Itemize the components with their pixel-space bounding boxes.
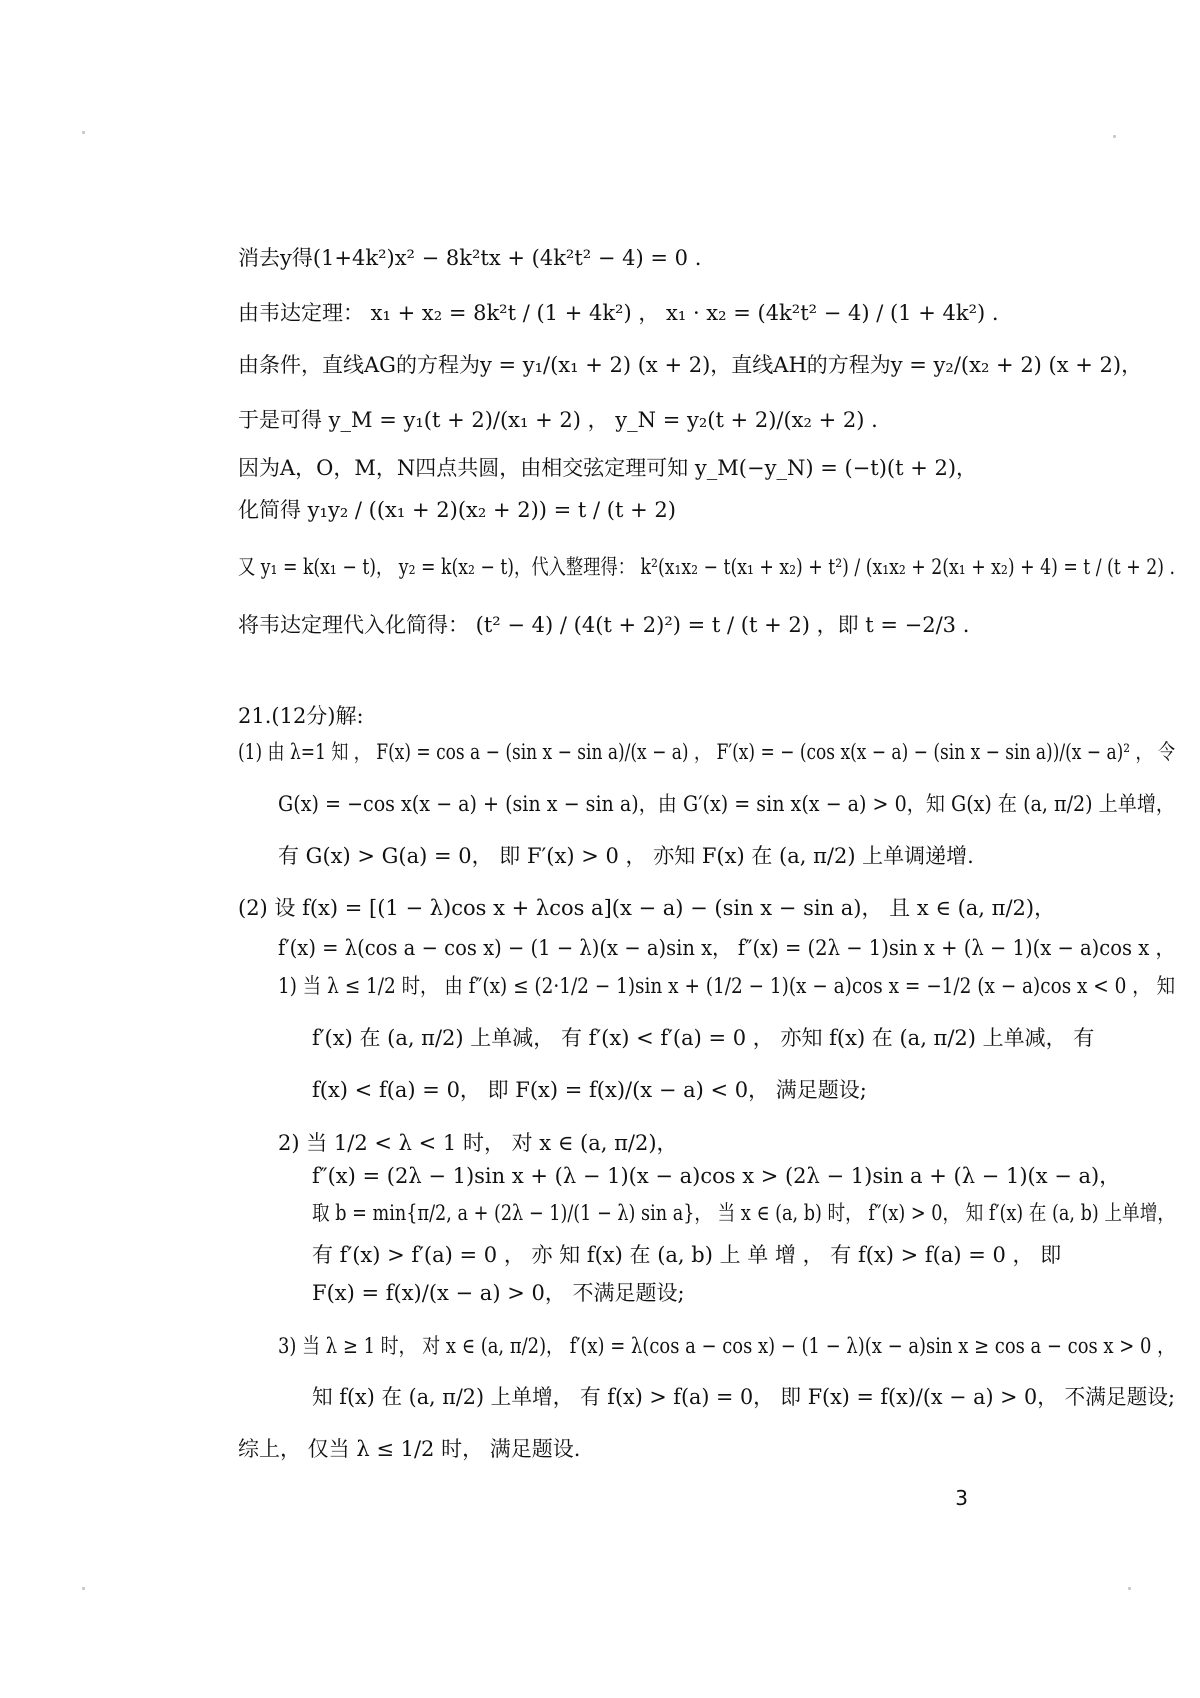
text-line bbox=[278, 1336, 1200, 1357]
line-text: 知 f(x) 在 (a, π/2) 上单增， 有 f(x) > f(a) = 0， 即 F(x) = f(x)/(x − a) > 0， 不满足题设; bbox=[312, 1385, 1175, 1409]
line-text: 综上， 仅当 λ ≤ 1/2 时， 满足题设. bbox=[238, 1437, 581, 1461]
line-text: (2) 设 f(x) = [(1 − λ)cos x + λcos a](x − a) − (sin x − sin a)， 且 x ∈ (a, π/2)， bbox=[238, 896, 1056, 920]
line-text: 将韦达定理代入化简得： (t² − 4) / (4(t + 2)²) = t / (t + 2) ，即 t = −2/3 . bbox=[238, 613, 970, 637]
text-line bbox=[238, 355, 1142, 376]
line-text: 由韦达定理： x₁ + x₂ = 8k²t / (1 + 4k²) ， x₁ · x₂ = (4k²t² − 4) / (1 + 4k²) . bbox=[238, 301, 999, 325]
text-line bbox=[238, 557, 1200, 578]
line-text: 取 b = min{π/2, a + (2λ − 1)/(1 − λ) sin a}， 当 x ∈ (a, b) 时， f″(x) > 0， 知 f′(x) 在 (a, b) 上单增， bbox=[312, 1201, 1175, 1225]
line-text: f(x) < f(a) = 0， 即 F(x) = f(x)/(x − a) < 0， 满足题设; bbox=[312, 1078, 867, 1102]
text-line bbox=[312, 1283, 685, 1304]
line-text: F(x) = f(x)/(x − a) > 0， 不满足题设; bbox=[312, 1281, 685, 1305]
line-text: f′(x) 在 (a, π/2) 上单减， 有 f′(x) < f′(a) = 0 ， 亦知 f(x) 在 (a, π/2) 上单减， 有 bbox=[312, 1026, 1095, 1050]
text-line bbox=[238, 615, 969, 636]
text-line bbox=[278, 1133, 678, 1154]
text-line bbox=[238, 1439, 580, 1460]
text-line bbox=[278, 846, 974, 867]
text-line bbox=[312, 1028, 1094, 1049]
line-text: 化简得 y₁y₂ / ((x₁ + 2)(x₂ + 2)) = t / (t + 2) bbox=[238, 498, 676, 522]
text-line bbox=[238, 706, 364, 727]
page-number: 3 bbox=[955, 1486, 968, 1510]
text-line bbox=[312, 1166, 1120, 1187]
line-text: (1) 由 λ=1 知 ， F(x) = cos a − (sin x − sin a)/(x − a) ， F′(x) = − (cos x(x − a) − (sin x − sin a))/(x − a)² ， 令 bbox=[238, 740, 1176, 764]
text-line bbox=[278, 794, 1200, 815]
line-text: 于是可得 y_M = y₁(t + 2)/(x₁ + 2) ， y_N = y₂(t + 2)/(x₂ + 2) . bbox=[238, 408, 878, 432]
line-text: 3) 当 λ ≥ 1 时， 对 x ∈ (a, π/2)， f′(x) = λ(cos a − cos x) − (1 − λ)(x − a)sin x ≥ cos a − cos x > 0 ， bbox=[278, 1334, 1176, 1358]
line-text: f′(x) = λ(cos a − cos x) − (1 − λ)(x − a)sin x， f″(x) = (2λ − 1)sin x + (λ − 1)(x − a)cos x ， bbox=[278, 936, 1176, 960]
text-line bbox=[238, 303, 999, 324]
text-line bbox=[278, 938, 1200, 959]
line-text: 2) 当 1/2 < λ < 1 时， 对 x ∈ (a, π/2)， bbox=[278, 1131, 678, 1155]
line-text: 因为A，O，M，N四点共圆，由相交弦定理可知 y_M(−y_N) = (−t)(t + 2)， bbox=[238, 456, 978, 480]
text-line bbox=[238, 500, 676, 521]
text-line bbox=[238, 898, 1055, 919]
text-line bbox=[238, 458, 977, 479]
line-text: 有 f′(x) > f′(a) = 0 ， 亦 知 f(x) 在 (a, b) 上 单 增 ， 有 f(x) > f(a) = 0 ， 即 bbox=[312, 1243, 1062, 1267]
text-line bbox=[238, 410, 878, 431]
line-text: f″(x) = (2λ − 1)sin x + (λ − 1)(x − a)cos x > (2λ − 1)sin a + (λ − 1)(x − a)， bbox=[312, 1164, 1121, 1188]
scan-speck bbox=[1113, 135, 1116, 138]
line-text: 由条件，直线AG的方程为y = y₁/(x₁ + 2) (x + 2)，直线AH的方程为y = y₂/(x₂ + 2) (x + 2)， bbox=[238, 353, 1143, 377]
text-line bbox=[238, 742, 1200, 763]
line-text: 有 G(x) > G(a) = 0， 即 F′(x) > 0 ， 亦知 F(x) 在 (a, π/2) 上单调递增. bbox=[278, 844, 974, 868]
line-text: G(x) = −cos x(x − a) + (sin x − sin a)，由 G′(x) = sin x(x − a) > 0，知 G(x) 在 (a, π/2) 上单增， bbox=[278, 792, 1175, 816]
text-line bbox=[238, 248, 701, 269]
line-text: 21.(12分)解: bbox=[238, 704, 364, 728]
line-text: 又 y₁ = k(x₁ − t)， y₂ = k(x₂ − t)，代入整理得： k²(x₁x₂ − t(x₁ + x₂) + t²) / (x₁x₂ + 2(x₁ + x₂) + 4) = t / (t + 2) . bbox=[238, 555, 1175, 579]
text-line bbox=[312, 1203, 1200, 1224]
scan-speck bbox=[82, 1587, 85, 1590]
scan-speck bbox=[82, 131, 85, 134]
text-line bbox=[312, 1387, 1187, 1408]
line-text: 消去y得(1+4k²)x² − 8k²tx + (4k²t² − 4) = 0 . bbox=[238, 246, 702, 270]
text-line bbox=[278, 976, 1200, 997]
text-line bbox=[312, 1245, 1061, 1266]
scan-speck bbox=[1128, 1587, 1131, 1590]
line-text: 1) 当 λ ≤ 1/2 时， 由 f″(x) ≤ (2·1/2 − 1)sin x + (1/2 − 1)(x − a)cos x = −1/2 (x − a)cos x < 0 ， 知 bbox=[278, 974, 1176, 998]
text-line bbox=[312, 1080, 867, 1101]
